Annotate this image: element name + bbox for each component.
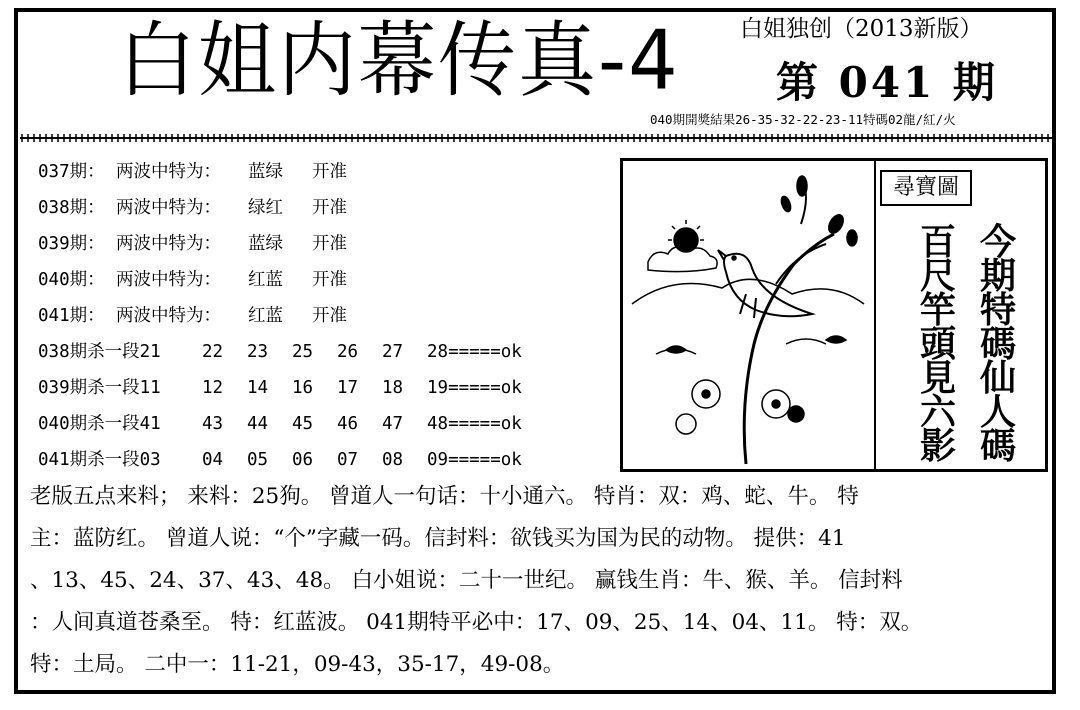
wave-value: 绿红 — [248, 198, 283, 218]
kill-result: 28=====ok — [427, 342, 522, 362]
edition-label: 白姐独创（2013新版） — [740, 16, 983, 42]
tips-line: ：人间真道苍桑至。 特：红蓝波。 041期特平必中：17、09、25、14、04、11。 特：双。 — [30, 610, 923, 635]
kill-result: 19=====ok — [427, 378, 522, 398]
kill-number: 46 — [337, 414, 359, 434]
wave-label: 两波中特为： — [116, 234, 221, 254]
issue-number: 第 041 期 — [776, 58, 998, 107]
poem-character: 見 — [919, 357, 956, 399]
kill-number: 44 — [247, 414, 269, 434]
kill-number: 08 — [382, 450, 404, 470]
poem-character: 特 — [979, 289, 1016, 331]
wave-period: 041期： — [38, 306, 105, 326]
kill-number: 25 — [292, 342, 314, 362]
wave-value: 蓝绿 — [248, 234, 283, 254]
poem-character: 尺 — [919, 255, 956, 297]
poem-character: 六 — [919, 391, 956, 433]
wave-label: 两波中特为： — [116, 198, 221, 218]
kill-row — [38, 344, 522, 362]
kill-number: 06 — [292, 450, 314, 470]
ornamental-divider — [20, 134, 1054, 142]
wave-value: 红蓝 — [248, 270, 283, 290]
poem-character: 百 — [919, 221, 956, 263]
kill-prefix: 040期杀一段41 — [38, 414, 161, 434]
kill-number: 43 — [202, 414, 224, 434]
previous-result: 040期開獎結果26-35-32-22-23-11特碼02龍/紅/火 — [650, 112, 956, 127]
poem-character: 期 — [979, 255, 1016, 297]
kill-prefix: 041期杀一段03 — [38, 450, 161, 470]
wave-row — [38, 236, 347, 254]
left-edge-bar — [14, 590, 18, 650]
kill-number: 23 — [247, 342, 269, 362]
kill-row — [38, 416, 522, 434]
kill-number: 17 — [337, 378, 359, 398]
kill-number: 45 — [292, 414, 314, 434]
poem-character: 碼 — [979, 425, 1016, 467]
kill-number: 27 — [382, 342, 404, 362]
kill-number: 04 — [202, 450, 224, 470]
left-edge-bar — [14, 310, 18, 430]
kill-prefix: 039期杀一段11 — [38, 378, 161, 398]
wave-row — [38, 272, 347, 290]
wave-period: 040期： — [38, 270, 105, 290]
kill-number: 26 — [337, 342, 359, 362]
wave-period: 037期： — [38, 162, 105, 182]
poem-character: 竿 — [919, 289, 956, 331]
tips-line: 特：土局。 二中一：11-21，09-43，35-17，49-08。 — [30, 652, 565, 677]
kill-number: 47 — [382, 414, 404, 434]
poem-character: 碼 — [979, 323, 1016, 365]
kill-result: 48=====ok — [427, 414, 522, 434]
kill-result: 09=====ok — [427, 450, 522, 470]
tips-line: 、13、45、24、37、43、48。 白小姐说：二十一世纪。 赢钱生肖：牛、猴、羊。 信封料 — [30, 568, 903, 593]
tips-line: 老版五点来料； 来料：25狗。 曾道人一句话：十小通六。 特肖：双：鸡、蛇、牛。 特 — [30, 484, 859, 509]
kill-number: 14 — [247, 378, 269, 398]
poem-character: 頭 — [919, 323, 956, 365]
wave-status: 开准 — [312, 234, 347, 254]
wave-row — [38, 200, 347, 218]
wave-row — [38, 308, 347, 326]
wave-label: 两波中特为： — [116, 270, 221, 290]
wave-value: 红蓝 — [248, 306, 283, 326]
wave-row — [38, 164, 347, 182]
wave-period: 038期： — [38, 198, 105, 218]
bird-on-branch-illustration — [626, 164, 870, 466]
wave-label: 两波中特为： — [116, 162, 221, 182]
wave-status: 开准 — [312, 270, 347, 290]
page-title: 白姐内幕传真-4 — [118, 13, 680, 109]
kill-number: 07 — [337, 450, 359, 470]
kill-number: 18 — [382, 378, 404, 398]
kill-row — [38, 380, 522, 398]
kill-prefix: 038期杀一段21 — [38, 342, 161, 362]
kill-number: 22 — [202, 342, 224, 362]
treasure-map-divider — [874, 160, 876, 470]
wave-status: 开准 — [312, 306, 347, 326]
treasure-map-label: 尋寶圖 — [880, 170, 972, 206]
kill-number: 05 — [247, 450, 269, 470]
kill-number: 16 — [292, 378, 314, 398]
wave-label: 两波中特为： — [116, 306, 221, 326]
kill-row — [38, 452, 522, 470]
poem-character: 人 — [979, 391, 1016, 433]
poem-character: 仙 — [979, 357, 1016, 399]
wave-status: 开准 — [312, 198, 347, 218]
kill-number: 12 — [202, 378, 224, 398]
tips-line: 主：蓝防红。 曾道人说：“个”字藏一码。信封料：欲钱买为国为民的动物。 提供：41 — [30, 526, 846, 551]
wave-value: 蓝绿 — [248, 162, 283, 182]
poem-character: 影 — [919, 425, 956, 467]
left-edge-bar — [14, 520, 18, 556]
poem-character: 今 — [979, 221, 1016, 263]
wave-status: 开准 — [312, 162, 347, 182]
left-edge-bar — [14, 150, 18, 290]
wave-period: 039期： — [38, 234, 105, 254]
